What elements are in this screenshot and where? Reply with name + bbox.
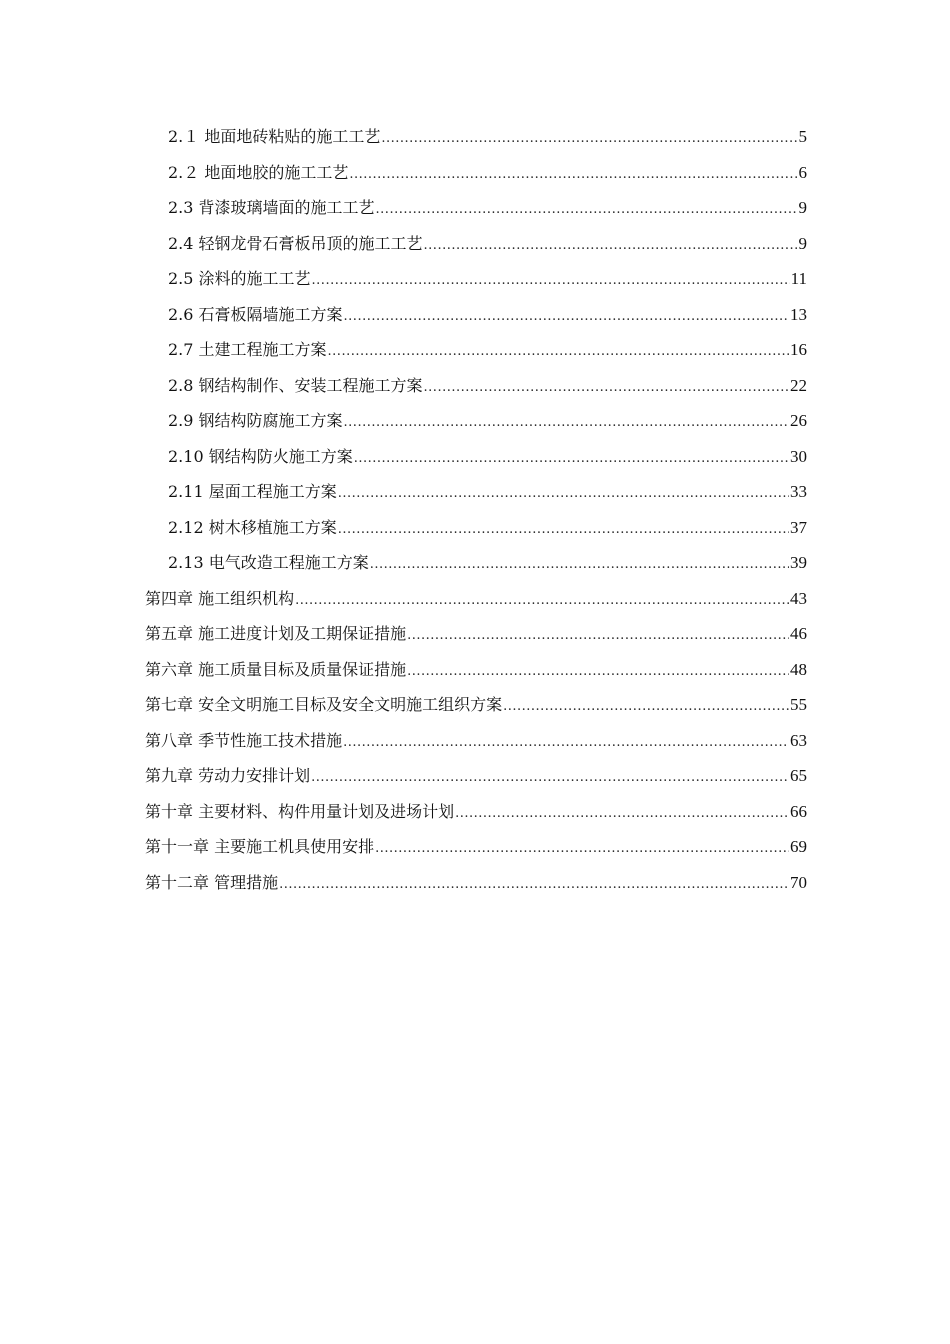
toc-dot-leader (370, 547, 789, 583)
toc-entry-page: 9 (798, 233, 807, 253)
toc-entry-title: 第十章 主要材料、构件用量计划及进场计划 (145, 801, 455, 821)
toc-entry-title: 第五章 施工进度计划及工期保证措施 (145, 624, 407, 643)
toc-dot-leader (338, 476, 789, 512)
toc-entry-page: 9 (798, 198, 807, 217)
toc-entry-title: 2.13 电气改造工程施工方案 (168, 553, 369, 572)
toc-entry-title: 第六章 施工质量目标及质量保证措施 (145, 659, 407, 679)
toc-chapter-entry (145, 758, 807, 794)
toc-dot-leader (503, 689, 789, 725)
toc-entry-page: 39 (790, 553, 807, 572)
toc-entry-title: 2.8 钢结构制作、安装工程施工方案 (168, 375, 423, 395)
toc-dot-leader (312, 263, 790, 299)
toc-dot-leader (295, 583, 789, 619)
toc-entry-page: 37 (790, 517, 807, 537)
toc-entry (145, 297, 807, 333)
toc-entry-page: 69 (790, 837, 807, 856)
toc-entry-title: 2.１ 地面地砖粘贴的施工工艺 (168, 127, 381, 146)
toc-entry-page: 66 (790, 801, 807, 821)
toc-entry-page: 16 (790, 340, 807, 359)
toc-chapter-entry (145, 652, 807, 688)
toc-entry-page: 30 (790, 446, 807, 466)
toc-chapter-entry (145, 616, 807, 652)
toc-dot-leader (328, 334, 789, 370)
toc-chapter-entry (145, 581, 807, 617)
toc-entry (145, 545, 807, 581)
toc-dot-leader (376, 192, 798, 228)
toc-entry-page: 48 (790, 659, 807, 679)
toc-chapter-entry (145, 794, 807, 830)
toc-entry (145, 439, 807, 475)
toc-chapter-entry (145, 687, 807, 723)
toc-entry-title: 2.9 钢结构防腐施工方案 (168, 411, 343, 430)
toc-entry-title: 2.11 屋面工程施工方案 (168, 482, 337, 501)
toc-entry-title: 2.3 背漆玻璃墙面的施工工艺 (168, 198, 375, 217)
toc-dot-leader (279, 867, 789, 903)
toc-entry (145, 510, 807, 546)
toc-entry (145, 226, 807, 262)
toc-entry (145, 474, 807, 510)
toc-entry-title: 第十二章 管理措施 (145, 872, 279, 892)
toc-entry-title: 2.4 轻钢龙骨石膏板吊顶的施工工艺 (168, 233, 423, 253)
toc-dot-leader (349, 157, 797, 193)
toc-entry-title: 2.6 石膏板隔墙施工方案 (168, 304, 343, 324)
toc-entry-page: 5 (798, 127, 807, 146)
toc-entry-title: 第七章 安全文明施工目标及安全文明施工组织方案 (145, 695, 503, 714)
toc-entry (145, 368, 807, 404)
toc-entry-page: 43 (790, 588, 807, 608)
toc-entry-page: 63 (790, 730, 807, 750)
toc-entry-title: 2.２ 地面地胶的施工工艺 (168, 162, 349, 182)
toc-dot-leader (381, 121, 797, 157)
table-of-contents (145, 119, 807, 900)
toc-dot-leader (311, 760, 789, 796)
toc-chapter-entry (145, 723, 807, 759)
toc-entry-title: 第十一章 主要施工机具使用安排 (145, 837, 375, 856)
toc-entry (145, 155, 807, 191)
toc-dot-leader (424, 370, 789, 406)
toc-entry-page: 46 (790, 624, 807, 643)
toc-entry-page: 26 (790, 411, 807, 430)
toc-entry-page: 55 (790, 695, 807, 714)
toc-entry (145, 190, 807, 226)
toc-dot-leader (455, 796, 789, 832)
toc-chapter-entry (145, 829, 807, 865)
toc-entry-title: 2.12 树木移植施工方案 (168, 517, 337, 537)
toc-dot-leader (343, 725, 789, 761)
toc-entry-page: 65 (790, 766, 807, 785)
toc-dot-leader (424, 228, 798, 264)
toc-entry-page: 11 (790, 269, 807, 288)
toc-entry (145, 261, 807, 297)
toc-dot-leader (375, 831, 789, 867)
toc-entry (145, 332, 807, 368)
toc-dot-leader (344, 405, 789, 441)
toc-entry-title: 2.7 土建工程施工方案 (168, 340, 327, 359)
toc-entry-title: 第四章 施工组织机构 (145, 588, 295, 608)
toc-entry-title: 第九章 劳动力安排计划 (145, 766, 311, 785)
toc-dot-leader (407, 654, 789, 690)
toc-entry-page: 70 (790, 872, 807, 892)
toc-dot-leader (338, 512, 789, 548)
toc-entry (145, 403, 807, 439)
toc-entry-title: 2.10 钢结构防火施工方案 (168, 446, 353, 466)
toc-entry-page: 13 (790, 304, 807, 324)
toc-entry-title: 第八章 季节性施工技术措施 (145, 730, 343, 750)
toc-dot-leader (407, 618, 789, 654)
toc-entry-page: 22 (790, 375, 807, 395)
toc-entry-page: 6 (798, 162, 807, 182)
toc-dot-leader (344, 299, 789, 335)
toc-chapter-entry (145, 865, 807, 901)
toc-entry-title: 2.5 涂料的施工工艺 (168, 269, 311, 288)
toc-dot-leader (354, 441, 789, 477)
toc-entry-page: 33 (790, 482, 807, 501)
toc-entry (145, 119, 807, 155)
